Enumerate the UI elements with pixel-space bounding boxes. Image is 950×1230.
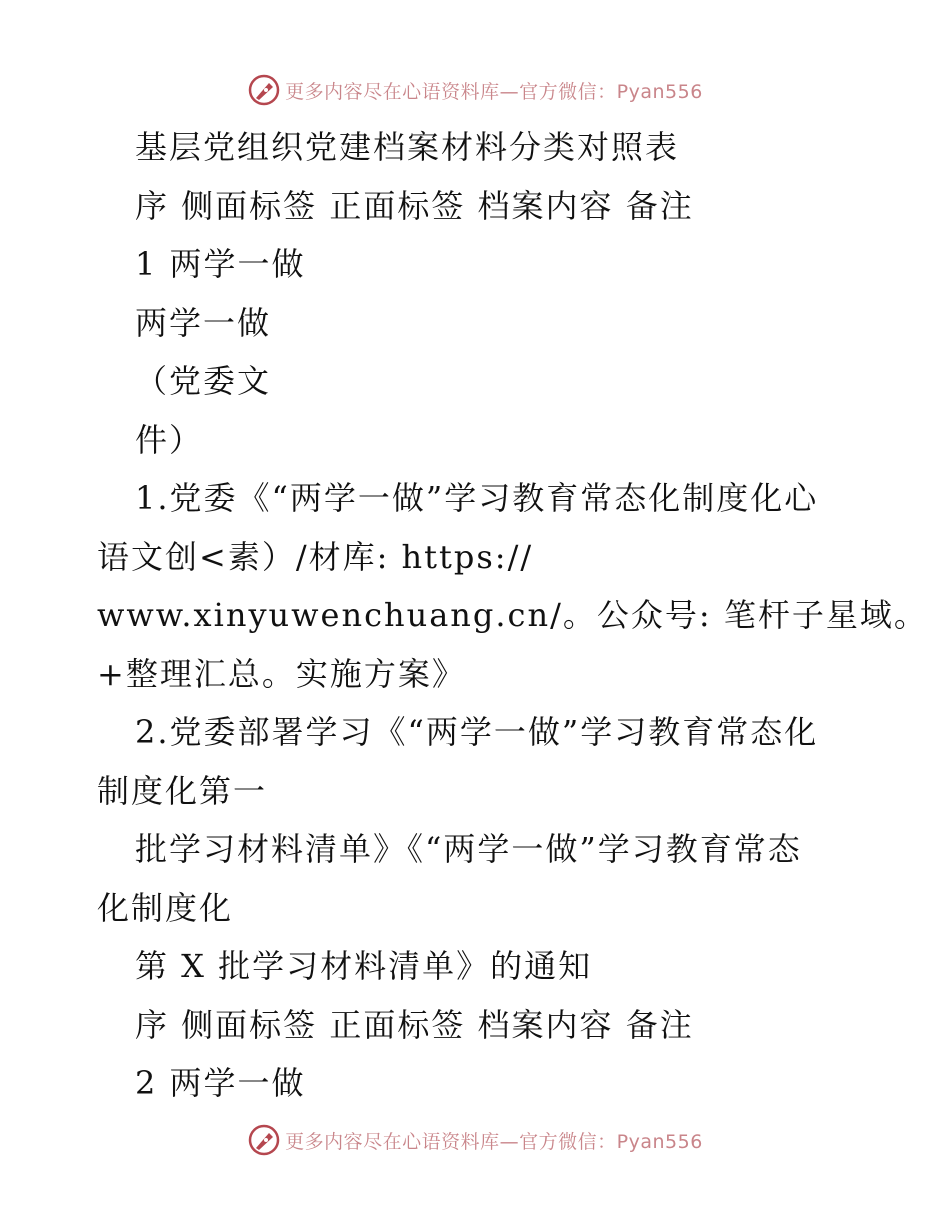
text-line: （党委文	[135, 362, 272, 400]
text-line: 1.党委《“两学一做”学习教育常态化制度化心	[135, 479, 819, 517]
watermark-text: 更多内容尽在心语资料库—官方微信：Pyan556	[285, 1130, 703, 1153]
table-header-line: 序 侧面标签 正面标签 档案内容 备注	[135, 186, 694, 225]
text-line: 第 X 批学习材料清单》的通知	[135, 947, 593, 985]
text-line: +整理汇总。实施方案》	[97, 654, 466, 693]
pen-nib-logo-icon	[247, 1123, 281, 1157]
header-watermark	[0, 70, 950, 110]
document-body	[97, 118, 928, 1113]
text-line: 制度化第一	[97, 771, 268, 810]
text-line: 件）	[135, 420, 204, 459]
text-line: www.xinyuwenchuang.cn/。公众号: 笔杆子星域。	[97, 596, 928, 634]
footer-watermark	[0, 1120, 950, 1160]
text-line: 化制度化	[97, 888, 234, 927]
table-header-line: 序 侧面标签 正面标签 档案内容 备注	[135, 1005, 694, 1044]
pen-nib-logo-icon	[247, 73, 281, 107]
document-title: 基层党组织党建档案材料分类对照表	[135, 128, 680, 166]
text-line: 2.党委部署学习《“两学一做”学习教育常态化	[135, 713, 819, 751]
text-line: 批学习材料清单》《“两学一做”学习教育常态	[135, 830, 802, 868]
text-line: 两学一做	[135, 303, 272, 342]
text-line: 语文创<素）/材库: https://	[97, 537, 534, 576]
text-line: 1 两学一做	[135, 245, 306, 283]
watermark-text: 更多内容尽在心语资料库—官方微信：Pyan556	[285, 80, 703, 103]
text-line: 2 两学一做	[135, 1064, 306, 1102]
